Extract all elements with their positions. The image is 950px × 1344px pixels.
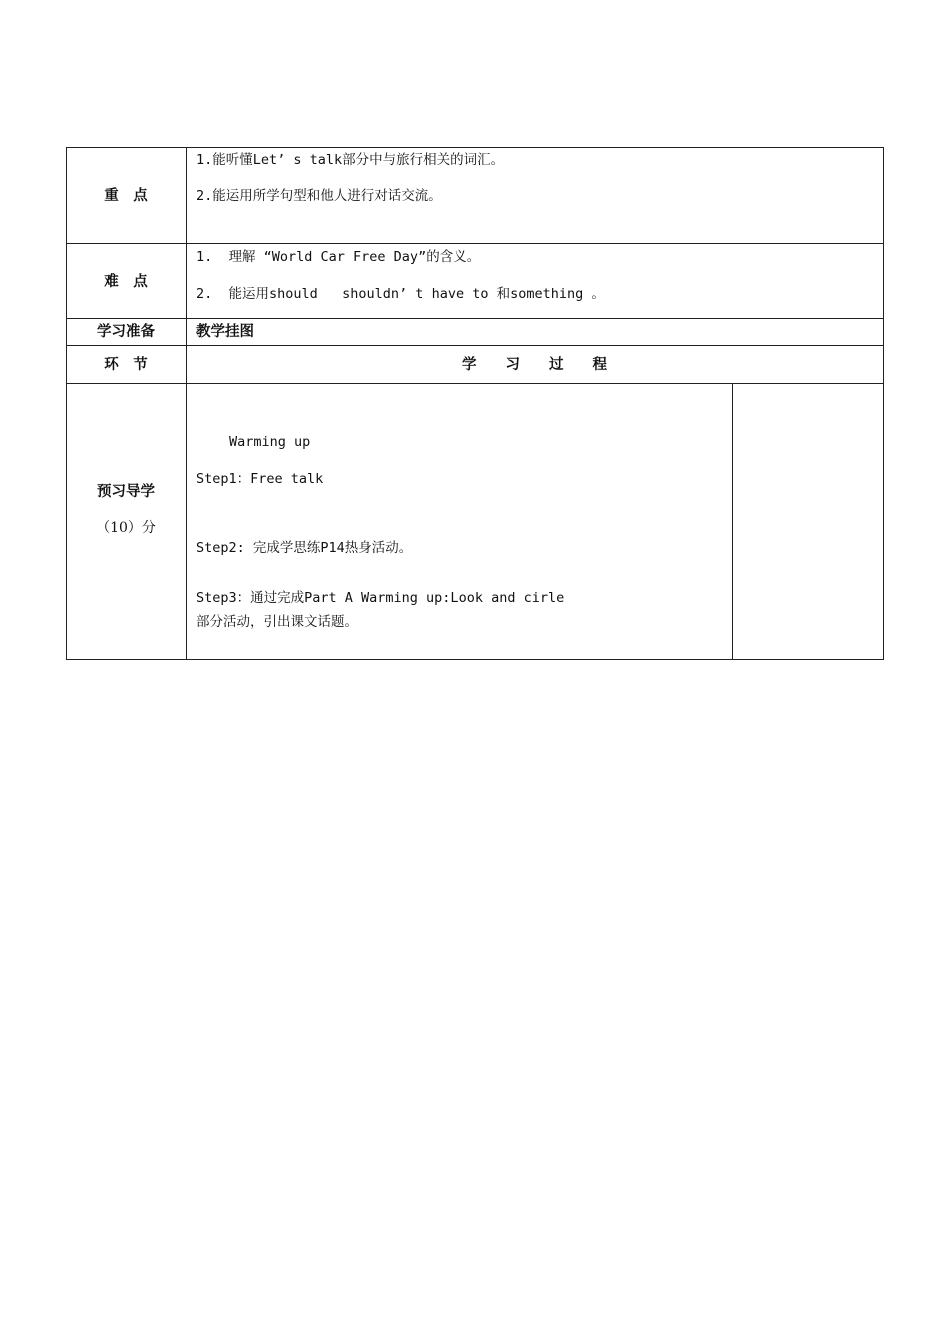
warming-up-heading: Warming up bbox=[229, 434, 311, 450]
table-border-right bbox=[883, 147, 884, 660]
key-point-item-1: 1.能听懂Let’ s talk部分中与旅行相关的词汇。 bbox=[196, 152, 505, 168]
preparation-value: 教学挂图 bbox=[196, 324, 254, 340]
notes-column bbox=[733, 384, 883, 659]
step-3-line-1: Step3：通过完成Part A Warming up:Look and cirle bbox=[196, 590, 565, 606]
key-points-label: 重 点 bbox=[104, 188, 148, 204]
process-header: 学 习 过 程 bbox=[462, 357, 607, 373]
preview-duration: （10）分 bbox=[96, 520, 156, 536]
step-3-line-2: 部分活动，引出课文话题。 bbox=[196, 614, 358, 630]
preview-label: 预习导学 bbox=[97, 484, 155, 500]
table-border-left bbox=[66, 147, 67, 660]
preparation-label: 学习准备 bbox=[97, 324, 155, 340]
difficulties-label: 难 点 bbox=[104, 274, 148, 290]
step-2: Step2: 完成学思练P14热身活动。 bbox=[196, 540, 413, 556]
row-divider bbox=[66, 345, 884, 346]
difficulty-item-2: 2. 能运用should shouldn’ t have to 和something 。 bbox=[196, 286, 605, 302]
key-point-item-2: 2.能运用所学句型和他人进行对话交流。 bbox=[196, 188, 442, 204]
row-divider bbox=[66, 243, 884, 244]
table-border-top bbox=[66, 147, 884, 148]
difficulty-item-1: 1. 理解 “World Car Free Day”的含义。 bbox=[196, 249, 481, 265]
table-border-bottom bbox=[66, 659, 884, 660]
row-divider bbox=[66, 318, 884, 319]
stage-label: 环 节 bbox=[104, 357, 148, 373]
column-divider bbox=[186, 147, 187, 660]
step-1: Step1：Free talk bbox=[196, 471, 324, 487]
